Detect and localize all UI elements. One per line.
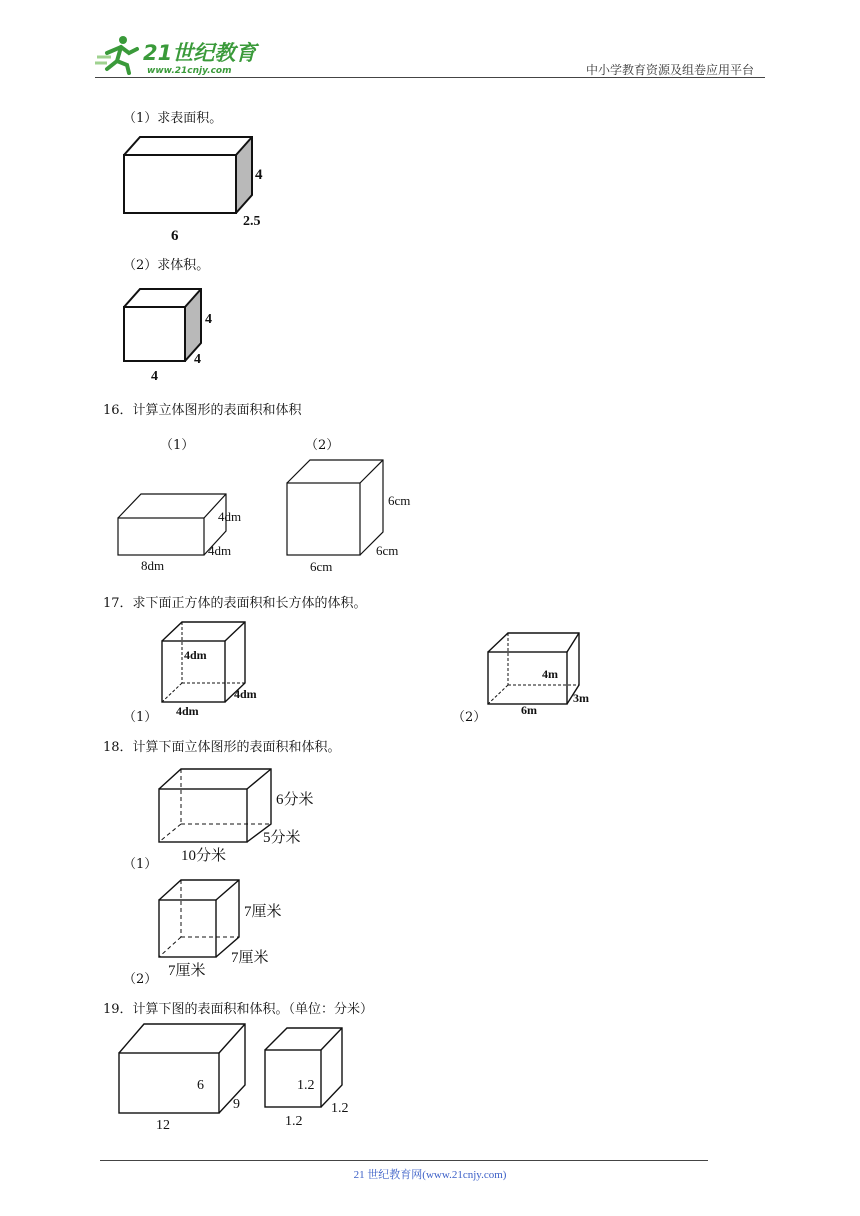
q15-fig2-cube — [115, 283, 225, 385]
q17-fig2-cuboid — [478, 627, 608, 721]
q19-fig2-length-label: 1.2 — [285, 1114, 303, 1129]
q18-fig1-depth-label: 5分米 — [263, 830, 301, 846]
q15-fig2-height-label: 4 — [205, 312, 212, 327]
q17-fig2-length-label: 6m — [521, 703, 537, 717]
logo-text: 21世纪教育 — [143, 41, 257, 65]
q18-text: 18．计算下面立体图形的表面积和体积。 — [103, 740, 341, 755]
footer-divider — [100, 1160, 708, 1161]
q16-fig2-cube — [280, 456, 430, 576]
q17-fig1-tag: （1） — [123, 710, 158, 725]
q17-text: 17．求下面正方体的表面积和长方体的体积。 — [103, 596, 367, 611]
q17-fig2-depth-label: 3m — [573, 691, 589, 705]
q15-fig1-depth-label: 2.5 — [243, 214, 261, 229]
q18-fig2-cube — [150, 876, 300, 982]
q17-fig2-tag: （2） — [452, 710, 487, 725]
footer-link[interactable]: 21 世纪教育网(www.21cnjy.com) — [353, 1169, 507, 1181]
runner-icon — [95, 36, 137, 73]
q19-fig2-cube — [258, 1024, 368, 1134]
q18-fig1-height-label: 6分米 — [276, 792, 314, 808]
q16-fig2-depth-label: 6cm — [376, 543, 399, 558]
header-divider — [95, 77, 765, 78]
q17-fig1-length-label: 4dm — [176, 704, 199, 718]
logo-url: www.21cnjy.com — [147, 66, 232, 76]
q15-fig1-height-label: 4 — [255, 167, 263, 183]
platform-name: 中小学教育资源及组卷应用平台 — [585, 63, 754, 77]
q17-fig1-height-label: 4dm — [184, 648, 207, 662]
q16-text: 16．计算立体图形的表面积和体积 — [103, 403, 302, 418]
q15-fig2-depth-label: 4 — [194, 352, 201, 367]
q16-fig2-height-label: 6cm — [388, 493, 411, 508]
q19-fig2-height-label: 1.2 — [297, 1078, 315, 1093]
q16-fig2-tag: （2） — [305, 438, 340, 453]
q16-fig2-length-label: 6cm — [310, 559, 333, 574]
q18-fig1-cuboid — [150, 764, 330, 868]
q16-fig1-length-label: 8dm — [141, 558, 165, 573]
q19-text: 19．计算下图的表面积和体积。（单位：分米） — [103, 1002, 374, 1017]
header-logo — [93, 33, 263, 77]
q18-fig2-depth-label: 7厘米 — [231, 950, 269, 966]
q17-fig2-height-label: 4m — [542, 667, 558, 681]
q18-fig2-length-label: 7厘米 — [168, 963, 206, 979]
q18-fig2-tag: （2） — [123, 972, 158, 987]
q18-fig2-height-label: 7厘米 — [244, 904, 282, 920]
q15-sub1-text: （1）求表面积。 — [123, 111, 223, 126]
q16-fig1-depth-label: 4dm — [208, 543, 232, 558]
q15-fig2-length-label: 4 — [151, 369, 158, 384]
q18-fig1-length-label: 10分米 — [181, 848, 227, 864]
q19-fig1-height-label: 6 — [197, 1078, 204, 1093]
q15-fig1-length-label: 6 — [171, 228, 179, 244]
q16-fig1-tag: （1） — [160, 438, 195, 453]
q17-fig1-depth-label: 4dm — [234, 687, 257, 701]
q16-fig1-height-label: 4dm — [218, 509, 242, 524]
q15-fig1-cuboid — [115, 133, 285, 245]
q15-sub2-text: （2）求体积。 — [123, 258, 210, 273]
q19-fig1-cuboid — [110, 1021, 260, 1139]
q19-fig1-depth-label: 9 — [233, 1097, 240, 1112]
q19-fig1-length-label: 12 — [156, 1118, 170, 1133]
q16-fig1-cuboid — [110, 487, 260, 577]
q19-fig2-depth-label: 1.2 — [331, 1101, 349, 1116]
q17-fig1-cube — [152, 617, 272, 721]
q18-fig1-tag: （1） — [123, 857, 158, 872]
